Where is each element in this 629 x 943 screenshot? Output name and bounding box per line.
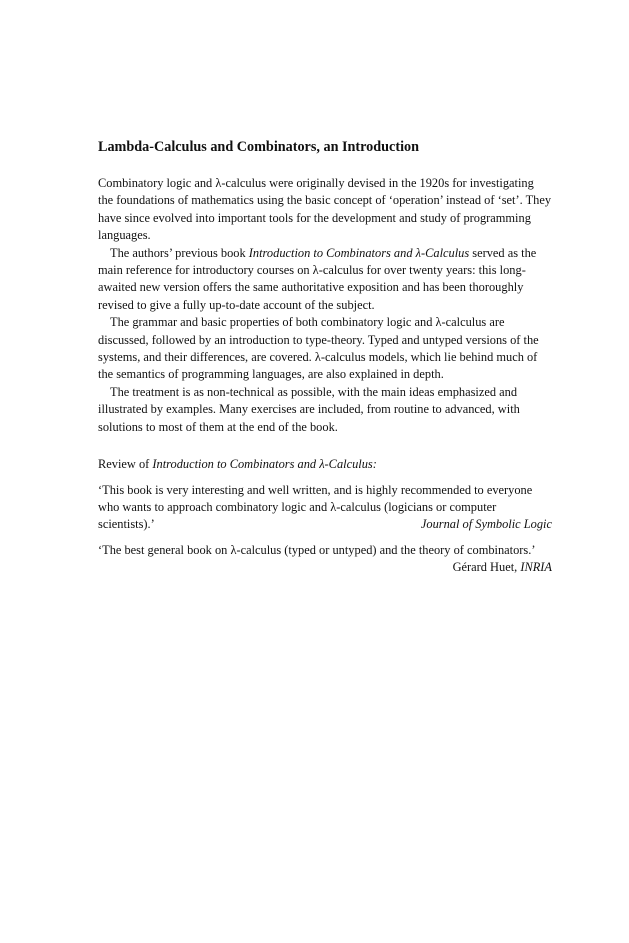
paragraph-intro: Combinatory logic and λ-calculus were originally devised in the 1920s for investigating the foundations of mathematics using the basic concept of ‘operation’ instead of ‘set’. They have since evolved into important tools for the development and study of programming languages. [98, 176, 552, 243]
review-quote-2-text: ‘The best general book on λ-calculus (typed or untyped) and the theory of combinators.’ [98, 542, 536, 557]
paragraph-previous-book-post: served as the main reference for introductory courses on λ-calculus for over twenty years: this long-awaited new version offers the same authoritative exposition and has been thoroughly revised to give a fully up-to-date account of the subject. [98, 245, 537, 312]
review-heading-pre: Review of [98, 457, 153, 472]
review-quote-1-source: Journal of Symbolic Logic [420, 517, 552, 532]
review-quote-2-author: Gérard Huet, [452, 560, 521, 575]
review-quote-2-affiliation: INRIA [520, 560, 552, 575]
book-blurb [98, 138, 552, 585]
review-quote-2 [98, 542, 552, 577]
paragraph-previous-book [98, 245, 552, 315]
review-heading [98, 456, 552, 473]
paragraph-treatment: The treatment is as non-technical as possible, with the main ideas emphasized and illustrated by examples. Many exercises are included, from routine to advanced, with solutions to most of them at the end of the book. [98, 384, 520, 434]
review-quote-1 [98, 482, 552, 534]
paragraph-previous-book-pre: The authors’ previous book [110, 245, 249, 260]
review-heading-title: Introduction to Combinators and λ-Calculus: [152, 457, 377, 472]
previous-book-title: Introduction to Combinators and λ-Calculus [248, 245, 470, 260]
paragraph-grammar: The grammar and basic properties of both combinatory logic and λ-calculus are discussed, followed by an introduction to type-theory. Typed and untyped versions of the systems, and their differences, are covered. λ-calculus models, which lie behind much of the semantics of programming languages, are also explained in depth. [98, 315, 539, 382]
review-quote-2-source [453, 559, 552, 576]
book-title: Lambda-Calculus and Combinators, an Introduction [98, 139, 419, 155]
review-quote-1-text: ‘This book is very interesting and well written, and is highly recommended to everyone who wants to approach combinatory logic and λ-calculus (logicians or computer scientists).’ [98, 482, 533, 532]
